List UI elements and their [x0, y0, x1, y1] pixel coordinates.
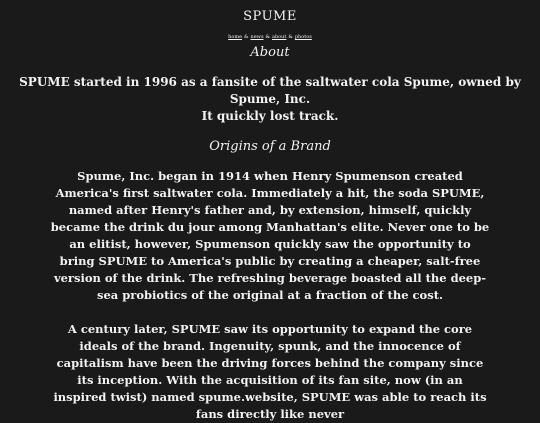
nav-link-home[interactable]: home [228, 34, 243, 40]
nav-separator: & [265, 34, 270, 40]
site-nav [0, 33, 540, 41]
nav-link-about[interactable]: about [271, 34, 287, 40]
nav-separator: & [244, 34, 249, 40]
about-intro-line-2: It quickly lost track. [201, 109, 339, 123]
about-heading: About [250, 45, 290, 60]
origins-paragraph-1: Spume, Inc. began in 1914 when Henry Spumenson created America's first saltwater cola. Immediately a hit, the soda SPUME, named after Henry's father and, by extension, himself, quickly became the drink du jour among Manhattan's elite. Never one to be an elitist, however, Spumenson quickly saw the opportunity to bring SPUME to America's public by creating a cheaper, salt-free version of the drink. The refreshing beverage boasted all the deep-sea probiotics of the original at a fraction of the cost. [50, 169, 490, 302]
about-intro [18, 74, 523, 125]
nav-separator: & [288, 34, 293, 40]
nav-link-photos[interactable]: photos [294, 34, 312, 40]
about-intro-line-1: SPUME started in 1996 as a fansite of the saltwater cola Spume, owned by Spume, Inc. [19, 75, 521, 106]
origins-paragraph-2: A century later, SPUME saw its opportunity to expand the core ideals of the brand. Ingenuity, spunk, and the innocence of capitalism have been the driving forces behind the company since its inception. With the acquisition of its fan site, now (in an inspired twist) named spume.website, SPUME was able to reach its fans directly like never [53, 322, 487, 421]
site-title: SPUME [243, 9, 297, 24]
origins-heading: Origins of a Brand [209, 139, 331, 154]
nav-link-news[interactable]: news [250, 34, 264, 40]
